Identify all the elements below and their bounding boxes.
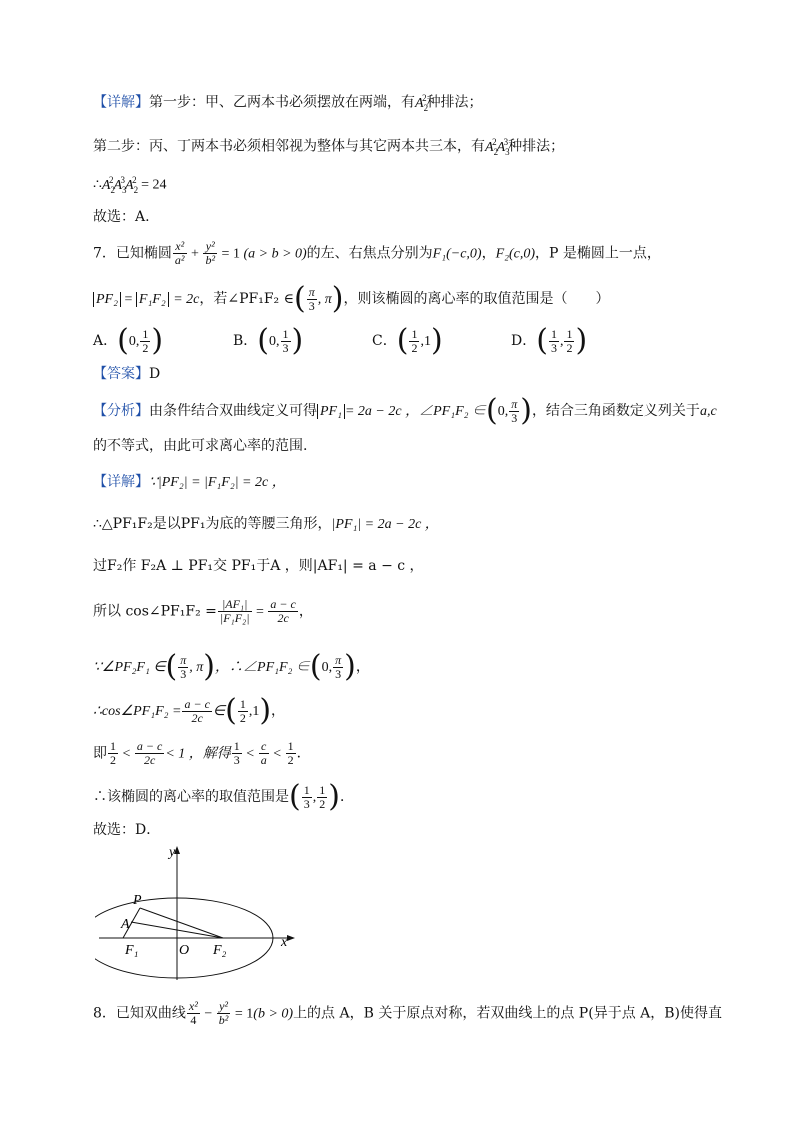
detail-l6: ∴cos∠PF₁F₂ = $\frac{a - c}{2c}$ ∈( $\frac{1}{2}$ ,1)，	[93, 693, 286, 728]
label-x: x	[281, 935, 288, 950]
detail-l7: 即 $\frac{1}{2}$ < $\frac{a - c}{2c}$ < 1 ，解得 $\frac{1}{3}$ < $\frac{c}{a}$ < $\frac{1}{2}$ ．	[93, 739, 311, 767]
analysis-line2: 的不等式，由此可求离心率的范围.	[93, 438, 308, 454]
detail-l8: ∴该椭圆的离心率的取值范围是( $\frac{1}{3}$ , $\frac{1}{2}$ )．	[93, 779, 354, 814]
label-A: A	[121, 917, 130, 932]
label-P: P	[133, 893, 142, 908]
option-a[interactable]: A．(0, $\frac{1}{2}$ )	[93, 323, 164, 358]
detail-step1: 【详解】第一步：甲、乙两本书必须摆放在两端，有$A_2^2$种排法；	[93, 93, 483, 113]
answer: 【答案】D	[93, 366, 161, 382]
q7-stem-line1: 7．已知椭圆 $\frac{\text{x²}}{\text{a²}}$ + $\frac{\text{y²}}{\text{b²}}$ = 1 (a > b > 0)的左、右焦点分别为F₁(−c,0)，F₂(c,0)，P 是椭圆上一点，	[93, 239, 661, 267]
detail-tag-2: 【详解】	[93, 474, 149, 490]
label-F2: F₂	[213, 943, 227, 958]
option-b[interactable]: B．(0, $\frac{1}{3}$ )	[233, 323, 304, 358]
detail-l4: 所以 cos∠PF₁F₂ = $\frac{\text{|AF₁|}}{\text{|F₁F₂|}}$ = $\frac{a - c}{2c}$ ，	[93, 597, 313, 625]
detail-l5: ∵∠PF₂F₁ ∈( $\frac{\pi}{3}$ , π)，∴∠PF₁F₂ ∈(0, $\frac{\pi}{3}$ )，	[93, 649, 370, 684]
analysis-tag: 【分析】	[93, 403, 149, 419]
detail-l2: ∴△PF₁F₂是以PF₁为底的等腰三角形，|PF₁| = 2a − 2c ，	[93, 516, 439, 532]
detail-tag: 【详解】	[93, 94, 149, 111]
detail-l1: 【详解】∵|PF₂| = |F₁F₂| = 2c ，	[93, 474, 286, 490]
label-O: O	[179, 943, 190, 958]
option-c[interactable]: C．( $\frac{1}{2}$ ,1)	[372, 323, 443, 358]
q7-stem-line2: PF₂ = F₁F₂ = 2c，若∠PF₁F₂ ∈( $\frac{\pi}{3}$ , π)，则该椭圆的离心率的取值范围是（ ）	[93, 284, 609, 316]
choose-d: 故选：D．	[93, 822, 161, 838]
option-d[interactable]: D．( $\frac{1}{3}$ , $\frac{1}{2}$ )	[511, 323, 588, 358]
detail-l3: 过F₂作 F₂A ⊥ PF₁交 PF₁于A ，则|AF₁| = a − c ，	[93, 558, 424, 574]
detail-result: $\therefore A_2^2A_3^3A_2^2 = 24$	[93, 175, 167, 195]
detail-step2: 第二步：丙、丁两本书必须相邻视为整体与其它两本共三本，有$A_2^2A_3^3$种排法；	[93, 137, 565, 157]
q8-stem: 8．已知双曲线 $\frac{\text{x²}}{4}$ − $\frac{\text{y²}}{\text{b²}}$ = 1(b > 0)上的点 A，B 关于原点对称，若双曲线上的点 P(异于点 A，B)使得直	[93, 999, 723, 1027]
label-y: y	[169, 845, 176, 860]
analysis-line1: 【分析】由条件结合双曲线定义可得 PF₁ = 2a − 2c ，∠PF₁F₂ ∈(0, $\frac{\pi}{3}$ )，结合三角函数定义列关于a,c	[93, 393, 717, 428]
answer-tag: 【答案】	[93, 366, 149, 382]
choose-a: 故选：A.	[93, 209, 150, 225]
label-F1: F₁	[125, 943, 139, 958]
ellipse-figure	[95, 842, 305, 982]
